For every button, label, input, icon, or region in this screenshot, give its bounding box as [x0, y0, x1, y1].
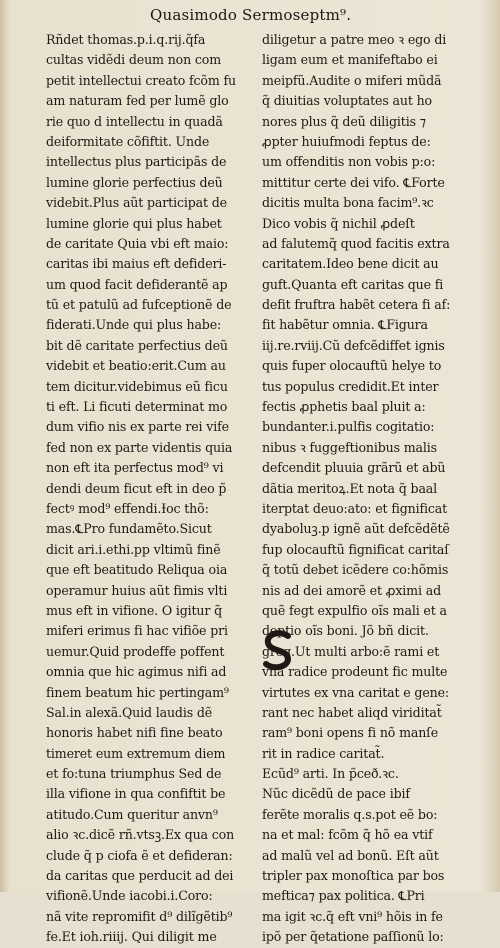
right-column-line: ad falutemq̃ quod facitis extra	[262, 235, 450, 251]
right-column-line: tus populus credidit.Et inter	[262, 378, 439, 394]
left-column-line: da caritas que perducit ad dei	[46, 868, 234, 884]
right-column-line: tripler pax monoſtica par bos	[262, 868, 445, 884]
left-column-line: fe.Et ioh.riiij. Qui diligit me	[46, 929, 217, 945]
right-column-line: ma igit ꝛc.q̃ eft vni⁹ hõis in fe	[262, 908, 443, 924]
left-column-line: videbit.Plus aũt participat de	[46, 195, 227, 211]
left-column-line: lumine glorie qui plus habet	[46, 215, 222, 231]
right-column-line: rit in radice caritat̃.	[262, 745, 385, 761]
left-column-line: caritas ibi maius eft defideri-	[46, 256, 227, 272]
right-column-line: rant nec habet aliqd viriditat̃	[262, 704, 442, 720]
left-column-line: et fo:tuna triumphus Sed de	[46, 766, 222, 782]
right-column-line: bundanter.i.pulfis cogitatio:	[262, 419, 435, 435]
left-column-line: fectꝰ mod⁹ effendi.Ɨoc thõ:	[46, 500, 209, 516]
right-column-line: um offenditis non vobis p:o:	[262, 154, 436, 170]
left-column-line: omnia que hic agimus nifi ad	[46, 664, 227, 680]
right-column-line: fup olocauftũ fignificat caritaſ	[262, 541, 449, 557]
left-column-line: bit dẽ caritate perfectius deũ	[46, 337, 228, 353]
left-column-line: fed non ex parte videntis quia	[46, 439, 233, 455]
right-column-line: ipõ per q̃etatione paſſionũ lo:	[262, 929, 444, 945]
right-column-line: nibus ꝛ fuggeftionibus malis	[262, 439, 437, 455]
right-column-line: meipfũ.Audite o miferi mũdã	[262, 72, 442, 88]
left-column-line: fiderati.Unde qui plus habe:	[46, 317, 222, 333]
left-column-line: non eft ita perfectus mod⁹ vi	[46, 460, 224, 476]
right-column-line: nores plus q̃ deũ diligitis ⁊	[262, 113, 426, 129]
left-column-line: mus eft in vifione. O igitur q̃	[46, 602, 223, 618]
right-column-line: Dico vobis q̃ nichil ꝓdeſt	[262, 215, 415, 231]
left-column-line: petit intellectui creato fcõm fu	[46, 72, 236, 88]
right-column-line: fectis ꝓphetis baal pluit a:	[262, 399, 426, 415]
left-column-line: am naturam fed per lumẽ glo	[46, 93, 229, 109]
right-column-line: dicitis multa bona facim⁹.ꝛc	[262, 195, 434, 211]
right-column-line: iterptat deuo:ato: et fignificat	[262, 500, 448, 516]
left-column-line: uemur.Quid prodeffe poffent	[46, 643, 225, 659]
running-header: Quasimodo Sermoseptm⁹.	[150, 6, 352, 24]
left-column-line: atitudo.Cum queritur anvn⁹	[46, 806, 218, 822]
left-column-line: dendi deum ficut eft in deo p̃	[46, 480, 227, 496]
right-column-line: Nũc dicẽdũ de pace ibif	[262, 786, 410, 802]
left-column-line: deiformitate cõfiftit. Unde	[46, 133, 210, 149]
right-column-line: guft.Quanta eft caritas que fi	[262, 276, 444, 292]
left-column-line: clude q̃ p ciofa ẽ et defideran:	[46, 847, 233, 863]
left-column-line: dum vifio nis ex parte rei vife	[46, 419, 229, 435]
right-column-line: mittitur certe dei vifo. ℄Forte	[262, 174, 445, 190]
left-column-line: operamur huius aũt fimis vlti	[46, 582, 228, 598]
left-column-line: illa vifione in qua confiftit be	[46, 786, 226, 802]
right-column-line: dãtia meritoꝝ.Et nota q̃ baal	[262, 480, 438, 496]
right-column-line: quis fuper olocauftũ helye to	[262, 358, 442, 374]
left-column-line: timeret eum extremum diem	[46, 745, 226, 761]
left-column-line: que eft beatitudo Reliqua oia	[46, 562, 228, 578]
right-column-line: ad malũ vel ad bonũ. Eſt aũt	[262, 847, 439, 863]
right-column-line: ram⁹ boni opens fi nõ manſe	[262, 725, 438, 741]
right-column-line: caritatem.Ideo bene dicit au	[262, 256, 439, 272]
right-text-column	[262, 30, 476, 948]
left-column-line: miferi erimus fi hac vifiõe pri	[46, 623, 228, 639]
left-column-line: finem beatum hic pertingam⁹	[46, 684, 229, 700]
right-column-line: quẽ fegt expulfio oĩs mali et a	[262, 602, 447, 618]
right-column-line: diligetur a patre meo ꝛ ego di	[262, 32, 447, 47]
left-column-line: dicit ari.i.ethi.pp vltimũ finẽ	[46, 541, 221, 557]
right-column-line: vna radice prodeunt fic multe	[262, 664, 448, 680]
left-column-line: um quod facit defiderantẽ ap	[46, 276, 228, 292]
left-column-line: cultas vidẽdi deum non com	[46, 52, 222, 68]
left-column-line: mas.℄Pro fundamẽto.Sicut	[46, 521, 212, 537]
left-text-column	[46, 30, 260, 948]
left-column-line: ti eft. Li ficuti determinat mo	[46, 399, 228, 415]
left-column-line: Sal.in alexã.Quid laudis dẽ	[46, 704, 213, 720]
right-column-line: deptio oĩs boni. Jõ bñ dicit.	[262, 623, 429, 639]
right-column-line: virtutes ex vna caritat e gene:	[262, 684, 449, 700]
right-column-line: na et mal: fcõm q̃ hõ ea vtif	[262, 827, 433, 843]
right-column-line: q̃ diuitias voluptates aut ho	[262, 93, 432, 109]
right-column-line: iij.re.rviij.Cũ defcẽdiffet ignis	[262, 337, 445, 353]
left-column-line: vifionẽ.Unde iacobi.i.Coro:	[46, 888, 213, 904]
left-column-line: de caritate Quia vbi eft maio:	[46, 235, 229, 251]
right-column-line: dyaboluꝫ.p ignẽ aũt defcẽdẽtẽ	[262, 521, 450, 537]
left-column-line: honoris habet nifi fine beato	[46, 725, 223, 741]
left-column-line: videbit et beatio:erit.Cum au	[46, 358, 226, 374]
right-column-line: ligam eum et manifeftabo ei	[262, 52, 438, 68]
left-column-line: rie quo d intellectu in quadã	[46, 113, 223, 129]
right-column-line: meftica⁊ pax politica. ℄Pri	[262, 888, 425, 904]
right-column-line: Ecũd⁹ arti. In p̃ceð.ꝛc.	[262, 766, 399, 782]
right-column-line: q̃ totũ debet icẽdere co:hõmis	[262, 562, 449, 578]
right-column-line: defit fruftra habẽt cetera fi af:	[262, 297, 451, 313]
left-column-line: nã vite repromifit d⁹ dilĩgẽtib⁹	[46, 908, 233, 924]
right-column-line: greg.Ut multi arbo:ẽ rami et	[262, 643, 440, 659]
right-column-line: fit habẽtur omnia. ℄Figura	[262, 317, 428, 333]
left-column-line: tũ et patulũ ad fufceptionẽ de	[46, 297, 232, 313]
left-column-line: Rñdet thomas.p.i.q.rij.q̃fa	[46, 32, 206, 47]
left-column-line: tem dicitur.videbimus eũ ficu	[46, 378, 228, 394]
right-column-line: defcendit pluuia grãrũ et abũ	[262, 460, 446, 476]
right-column-line: ꝓpter huiufmodi feptus de:	[262, 133, 431, 149]
decorative-initial-s-icon	[260, 630, 296, 670]
left-column-line: alio ꝛc.dicẽ rñ.vtsꝫ.Ex qua con	[46, 827, 235, 843]
left-column-line: intellectus plus participãs de	[46, 154, 227, 170]
right-column-line: ferẽte moralis q.s.pot eẽ bo:	[262, 806, 438, 822]
right-column-line: nis ad dei amorẽ et ꝓximi ad	[262, 582, 441, 598]
left-column-line: lumine glorie perfectius deũ	[46, 174, 223, 190]
